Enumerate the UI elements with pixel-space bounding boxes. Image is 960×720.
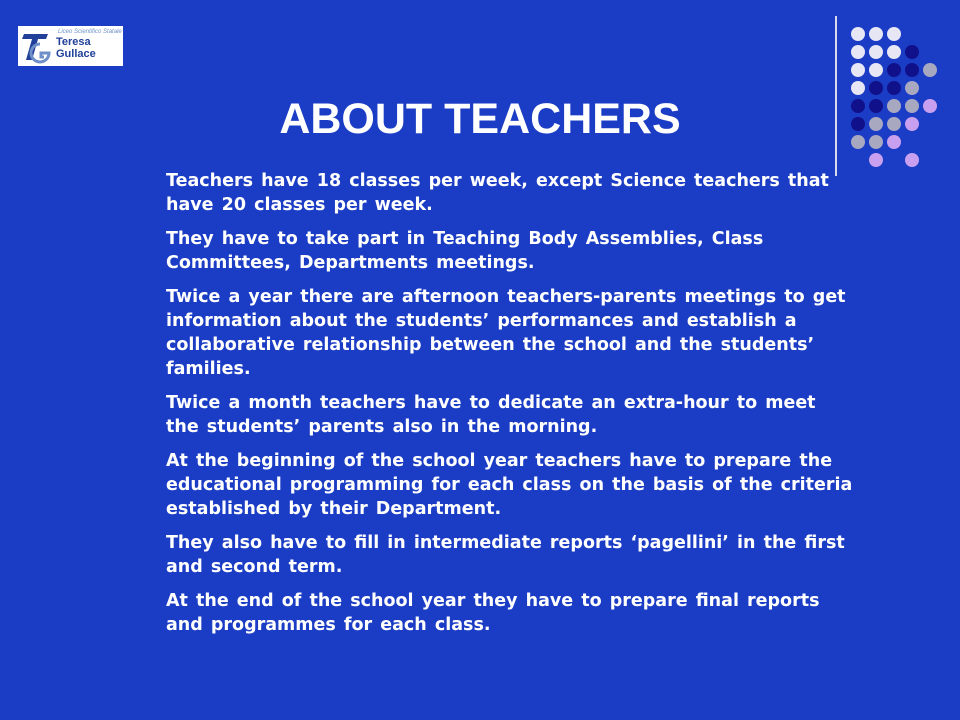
decorative-dot <box>887 45 901 59</box>
decorative-dot <box>905 153 919 167</box>
logo-name-line1: Teresa <box>56 36 91 48</box>
decorative-dot <box>851 27 865 41</box>
decorative-dot <box>923 63 937 77</box>
logo-tg-emblem-icon <box>18 26 58 66</box>
decorative-dot <box>851 63 865 77</box>
decorative-dot <box>851 45 865 59</box>
slide-paragraph: At the beginning of the school year teachers have to prepare the educational programming for each class on the basis of the criteria established by their Department. <box>166 451 853 519</box>
decorative-dot <box>887 63 901 77</box>
decorative-dot <box>869 63 883 77</box>
decorative-dot <box>869 27 883 41</box>
slide-paragraph: Twice a year there are afternoon teachers-parents meetings to get information about the students’ performances and establish a collaborative relationship between the school and the students’ families. <box>166 287 846 379</box>
slide-paragraph: Twice a month teachers have to dedicate an extra-hour to meet the students’ parents also in the morning. <box>166 393 816 437</box>
decorative-dot <box>887 27 901 41</box>
logo-school-label: Liceo Scientifico Statale <box>58 29 122 35</box>
slide-body <box>166 169 856 647</box>
decorative-dot <box>905 45 919 59</box>
decorative-dot <box>905 81 919 95</box>
decorative-dot <box>869 81 883 95</box>
slide-title: ABOUT TEACHERS <box>279 95 681 143</box>
slide-paragraph: They also have to fill in intermediate reports ‘pagellini’ in the first and second term. <box>166 533 845 577</box>
decorative-dot <box>851 81 865 95</box>
slide-paragraph: At the end of the school year they have to prepare final reports and programmes for each class. <box>166 591 820 635</box>
decorative-dot <box>869 153 883 167</box>
slide-paragraph: They have to take part in Teaching Body Assemblies, Class Committees, Departments meetings. <box>166 229 764 273</box>
slide-paragraph: Teachers have 18 classes per week, except Science teachers that have 20 classes per week. <box>166 171 829 215</box>
decorative-dot <box>869 45 883 59</box>
decorative-dot <box>887 81 901 95</box>
logo-name-line2: Gullace <box>56 48 96 60</box>
school-logo <box>18 26 123 66</box>
decorative-dot <box>905 63 919 77</box>
